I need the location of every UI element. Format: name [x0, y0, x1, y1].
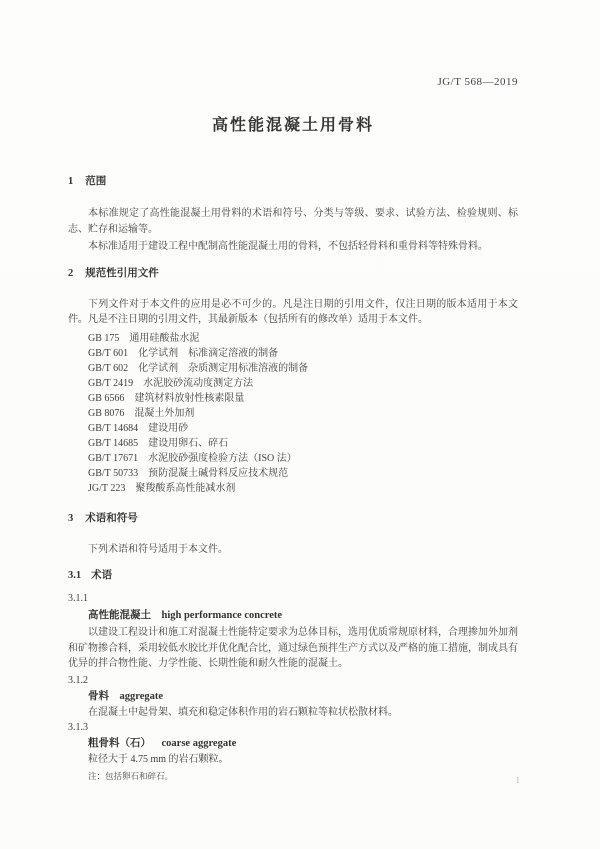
reference-item — [88, 346, 518, 361]
scope-paragraph-2: 本标准适用于建设工程中配制高性能混凝土用的骨料，不包括轻骨料和重骨料等特殊骨料。 — [88, 241, 488, 252]
reference-title: 建设用砂 — [148, 422, 189, 434]
reference-code: GB 6566 — [88, 392, 125, 404]
term-definition: 以建设工程设计和施工对混凝土性能特定要求为总体目标，选用优质常规原材料，合理掺加外加剂和矿物掺合料，采用较低水胶比并优化配合比，通过绿色预拌生产方式以及严格的施工措施，制成具有优异的拌合物性能、力学性能、长期性能和耐久性能的混凝土。 — [68, 627, 518, 669]
reference-item — [88, 466, 518, 481]
section-3-title: 术语和符号 — [85, 512, 138, 524]
subsection-3-1-title: 术语 — [91, 570, 113, 581]
term-zh: 骨料 — [88, 690, 109, 702]
reference-item — [88, 451, 518, 466]
reference-title: 建设用卵石、碎石 — [148, 437, 229, 449]
page-number: 1 — [515, 775, 520, 785]
term-note: 注：包括卵石和碎石。 — [88, 770, 174, 781]
reference-item — [88, 331, 518, 346]
reference-code: GB 175 — [88, 332, 120, 344]
scope-paragraph-1: 本标准规定了高性能混凝土用骨料的术语和符号、分类与等级、要求、试验方法、检验规则、标志、贮存和运输等。 — [68, 208, 518, 235]
reference-item — [88, 391, 518, 406]
subsection-3-1-number: 3.1 — [68, 570, 82, 581]
term-number: 3.1.2 — [68, 674, 88, 686]
reference-title: 水泥胶砂流动度测定方法 — [143, 377, 254, 389]
section-3-number: 3 — [68, 512, 74, 524]
references-intro: 下列文件对于本文件的应用是必不可少的。凡是注日期的引用文件，仅注日期的版本适用于本文件。凡是不注日期的引用文件，其最新版本（包括所有的修改单）适用于本文件。 — [68, 298, 518, 325]
reference-code: GB/T 2419 — [88, 377, 134, 389]
term-en: coarse aggregate — [161, 738, 237, 749]
section-2-number: 2 — [68, 267, 74, 279]
page-header — [68, 72, 518, 88]
standard-code: JG/T 568—2019 — [437, 76, 518, 88]
reference-title: 化学试剂 杂质测定用标准溶液的制备 — [138, 362, 309, 374]
section-1-heading — [68, 175, 518, 189]
reference-item — [88, 406, 518, 421]
reference-item — [88, 436, 518, 451]
reference-code: GB/T 17671 — [88, 452, 139, 464]
section-1-title: 范围 — [85, 176, 107, 187]
reference-title: 通用硅酸盐水泥 — [129, 332, 200, 344]
term-definition: 粒径大于 4.75 mm 的岩石颗粒。 — [88, 754, 229, 765]
reference-code: GB 8076 — [88, 407, 125, 419]
reference-code: GB/T 601 — [88, 347, 129, 359]
term-number: 3.1.1 — [68, 593, 88, 604]
term-zh: 高性能混凝土 — [88, 610, 151, 621]
reference-title: 化学试剂 标准滴定溶液的制备 — [138, 347, 279, 359]
terms-intro: 下列术语和符号适用于本文件。 — [88, 543, 228, 555]
reference-code: JG/T 223 — [88, 482, 126, 494]
reference-item — [88, 376, 518, 391]
reference-code: GB/T 14684 — [88, 422, 139, 434]
term-heading — [68, 690, 518, 704]
reference-title: 预防混凝土碱骨料反应技术规范 — [148, 467, 289, 479]
term-en: high performance concrete — [161, 610, 283, 621]
reference-title: 水泥胶砂强度检验方法（ISO 法） — [148, 452, 297, 464]
document-title: 高性能混凝土用骨料 — [211, 117, 374, 134]
reference-code: GB/T 14685 — [88, 437, 139, 449]
term-zh: 粗骨料（石） — [88, 738, 151, 749]
reference-code: GB/T 602 — [88, 362, 129, 374]
term-number: 3.1.3 — [68, 722, 88, 733]
reference-title: 建筑材料放射性核素限量 — [134, 392, 245, 404]
term-definition: 在混凝土中起骨架、填充和稳定体积作用的岩石颗粒等粒状松散材料。 — [88, 706, 398, 718]
section-2-heading — [68, 267, 518, 281]
reference-title: 混凝土外加剂 — [134, 407, 195, 419]
reference-item — [88, 421, 518, 436]
subsection-3-1-heading — [68, 569, 518, 582]
section-2-title: 规范性引用文件 — [85, 267, 159, 279]
reference-title: 聚羧酸系高性能减水剂 — [135, 482, 236, 494]
term-en: aggregate — [119, 690, 164, 702]
reference-item — [88, 481, 518, 496]
reference-code: GB/T 50733 — [88, 467, 139, 479]
reference-list — [68, 331, 518, 496]
section-1-number: 1 — [68, 176, 74, 187]
section-3-heading — [68, 512, 518, 526]
reference-item — [88, 361, 518, 376]
term-heading — [68, 609, 518, 623]
term-heading — [68, 737, 518, 751]
